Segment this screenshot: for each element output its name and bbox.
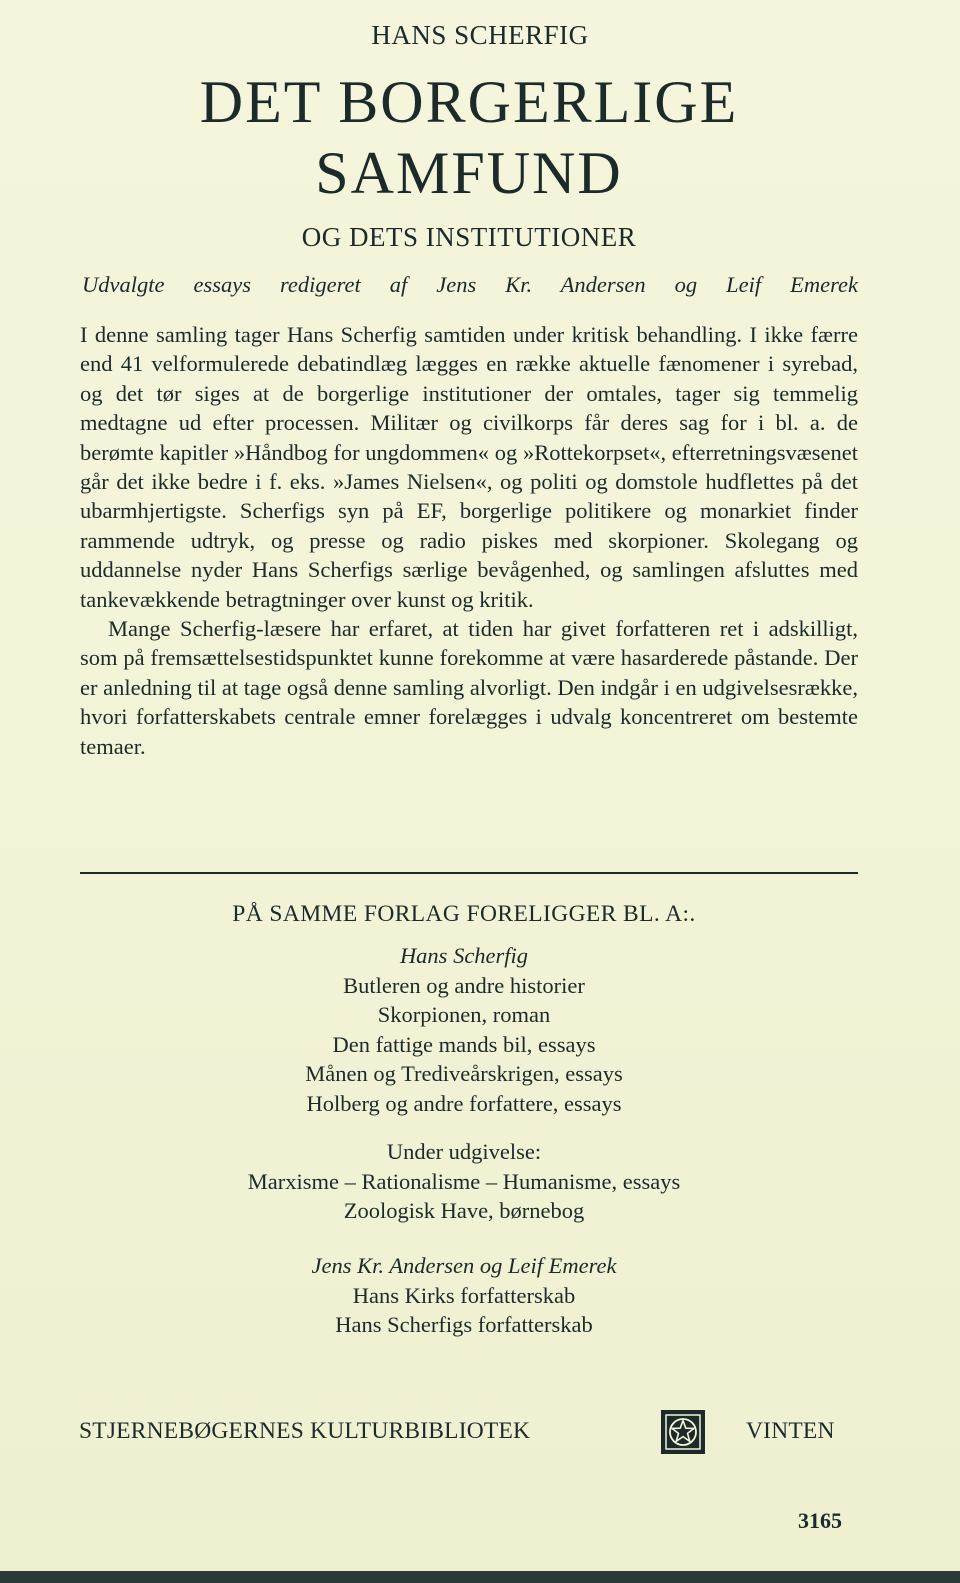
list-item: Holberg og andre forfattere, essays [306, 1090, 622, 1116]
series-name: STJERNEBØGERNES KULTURBIBLIOTEK [79, 1418, 531, 1444]
list-item: Marxisme – Rationalisme – Humanisme, essays [247, 1168, 681, 1194]
blurb-text [80, 320, 858, 761]
list-item: Butleren og andre historier [343, 972, 585, 998]
editors-books-list [0, 1251, 928, 1340]
cover-bottom-edge [0, 1571, 960, 1583]
list-item: Månen og Trediveårskrigen, essays [305, 1061, 623, 1086]
divider-rule [80, 872, 858, 874]
blurb-paragraph-1: I denne samling tager Hans Scherfig samtiden under kritisk behandling. I ikke færre end 41 velformulerede debatindlæg lægges en række aktuelle fænomener i syrebad, og det tør siges at de borgerlige institutioner der omtales, tager sig temmelig medtagne ud efter processen. Militær og civilkorps får deres sag for i bl. a. de berømte kapitler »Håndbog for ungdommen« og »Rottekorpset«, efterretningsvæsenet går det ikke bedre i f. eks. »James Nielsen«, og politi og domstole hudflettes på det ubarmhjertigste. Scherfigs syn på EF, borgerlige politikere og monarkiet finder rammende udtryk, og presse og radio piskes med skorpioner. Skolegang og uddannelse nyder Hans Scherfigs særlige bevågenhed, og samlingen afsluttes med tankevækkende betragtninger over kunst og kritik. [80, 322, 858, 612]
list-item: Hans Scherfigs forfatterskab [335, 1312, 593, 1337]
list-item: Zoologisk Have, børnebog [343, 1198, 585, 1223]
star-emblem-icon [661, 1410, 705, 1454]
blurb-paragraph-2: Mange Scherfig-læsere har erfaret, at tiden har givet forfatteren ret i adskilligt, som på fremsættelsestidspunktet kunne forekomme at være hasarderede påstande. Der er anledning til at tage også denne samling alvorligt. Den indgår i en udgivelsesrække, hvori forfatterskabets centrale emner forelægges i udvalg koncentreret om bestemte temaer. [80, 616, 858, 759]
catalog-number: 3165 [798, 1508, 842, 1533]
list-item: Den fattige mands bil, essays [332, 1031, 596, 1057]
list-item: Hans Kirks forfatterskab [352, 1282, 576, 1308]
book-title-line-2: SAMFUND [315, 140, 623, 206]
scherfig-books-list [0, 941, 928, 1118]
publisher-name: VINTEN [746, 1418, 835, 1444]
editors-line: Udvalgte essays redigeret af Jens Kr. Andersen og Leif Emerek [82, 272, 858, 297]
author-name: HANS SCHERFIG [371, 20, 589, 50]
book-title-line-1: DET BORGERLIGE [199, 69, 739, 135]
publisher-list-heading: PÅ SAMME FORLAG FORELIGGER BL. A:. [232, 901, 696, 927]
forthcoming-label: Under udgivelse: [386, 1139, 542, 1164]
forthcoming-books-list [0, 1137, 928, 1226]
book-subtitle: OG DETS INSTITUTIONER [301, 222, 637, 252]
list-author-scherfig: Hans Scherfig [399, 943, 529, 968]
list-item: Skorpionen, roman [377, 1002, 551, 1027]
list-author-editors: Jens Kr. Andersen og Leif Emerek [311, 1253, 617, 1278]
